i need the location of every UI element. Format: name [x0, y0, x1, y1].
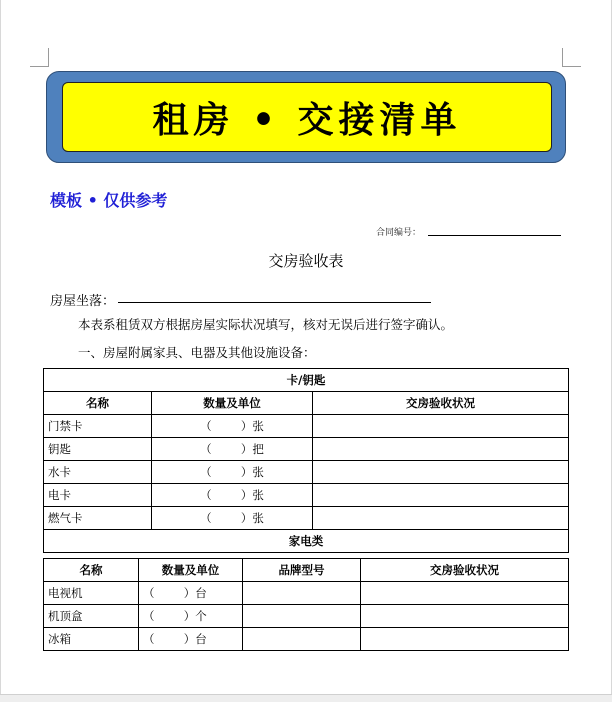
column-header: 交房验收状况: [313, 392, 569, 415]
address-label: 房屋坐落：: [50, 294, 116, 309]
item-quantity[interactable]: （ ）张: [152, 415, 313, 438]
item-name: 电卡: [44, 484, 152, 507]
table-row: [44, 605, 569, 628]
item-name: 钥匙: [44, 438, 152, 461]
inspection-status-cell[interactable]: [361, 628, 569, 651]
table-title: 家电类: [44, 530, 569, 553]
inspection-status-cell[interactable]: [361, 582, 569, 605]
column-header: 名称: [44, 559, 139, 582]
item-quantity[interactable]: （ ）把: [152, 438, 313, 461]
item-name: 机顶盒: [44, 605, 139, 628]
document-title: 交房验收表: [268, 252, 344, 270]
column-header: 数量及单位: [139, 559, 243, 582]
item-quantity[interactable]: （ ）张: [152, 484, 313, 507]
table-row: [44, 507, 569, 530]
brand-model-cell[interactable]: [243, 628, 361, 651]
item-name: 燃气卡: [44, 507, 152, 530]
inspection-status-cell[interactable]: [313, 461, 569, 484]
inspection-status-cell[interactable]: [313, 484, 569, 507]
inspection-status-cell[interactable]: [361, 605, 569, 628]
contract-number-field[interactable]: [428, 235, 561, 236]
table-row: [44, 415, 569, 438]
inspection-status-cell[interactable]: [313, 415, 569, 438]
brand-model-cell[interactable]: [243, 582, 361, 605]
appliance-table: [43, 558, 569, 651]
item-quantity[interactable]: （ ）张: [152, 507, 313, 530]
table-row: [44, 628, 569, 651]
column-header: 交房验收状况: [361, 559, 569, 582]
item-quantity[interactable]: （ ）个: [139, 605, 243, 628]
template-note: 模板 • 仅供参考: [50, 191, 168, 210]
column-header: 数量及单位: [152, 392, 313, 415]
address-field[interactable]: [118, 302, 431, 303]
item-quantity[interactable]: （ ）张: [152, 461, 313, 484]
item-name: 门禁卡: [44, 415, 152, 438]
table-row: [44, 438, 569, 461]
table-row: [44, 484, 569, 507]
inspection-status-cell[interactable]: [313, 438, 569, 461]
margin-corner-top-right: [562, 48, 581, 67]
column-header: 品牌型号: [243, 559, 361, 582]
item-name: 电视机: [44, 582, 139, 605]
title-banner: [46, 71, 566, 163]
table-row: [44, 582, 569, 605]
banner-title: 租房 • 交接清单: [62, 82, 552, 152]
margin-corner-top-left: [30, 48, 49, 67]
table-title: 卡/钥匙: [44, 369, 569, 392]
item-name: 水卡: [44, 461, 152, 484]
brand-model-cell[interactable]: [243, 605, 361, 628]
item-quantity[interactable]: （ ）台: [139, 582, 243, 605]
section-heading: 一、房屋附属家具、电器及其他设施设备：: [78, 345, 316, 360]
contract-number-label: 合同编号：: [376, 228, 422, 238]
cards-keys-table: [43, 368, 569, 553]
inspection-status-cell[interactable]: [313, 507, 569, 530]
table-row: [44, 461, 569, 484]
column-header: 名称: [44, 392, 152, 415]
intro-paragraph: 本表系租赁双方根据房屋实际状况填写，核对无误后进行签字确认。: [78, 317, 454, 332]
item-quantity[interactable]: （ ）台: [139, 628, 243, 651]
item-name: 冰箱: [44, 628, 139, 651]
